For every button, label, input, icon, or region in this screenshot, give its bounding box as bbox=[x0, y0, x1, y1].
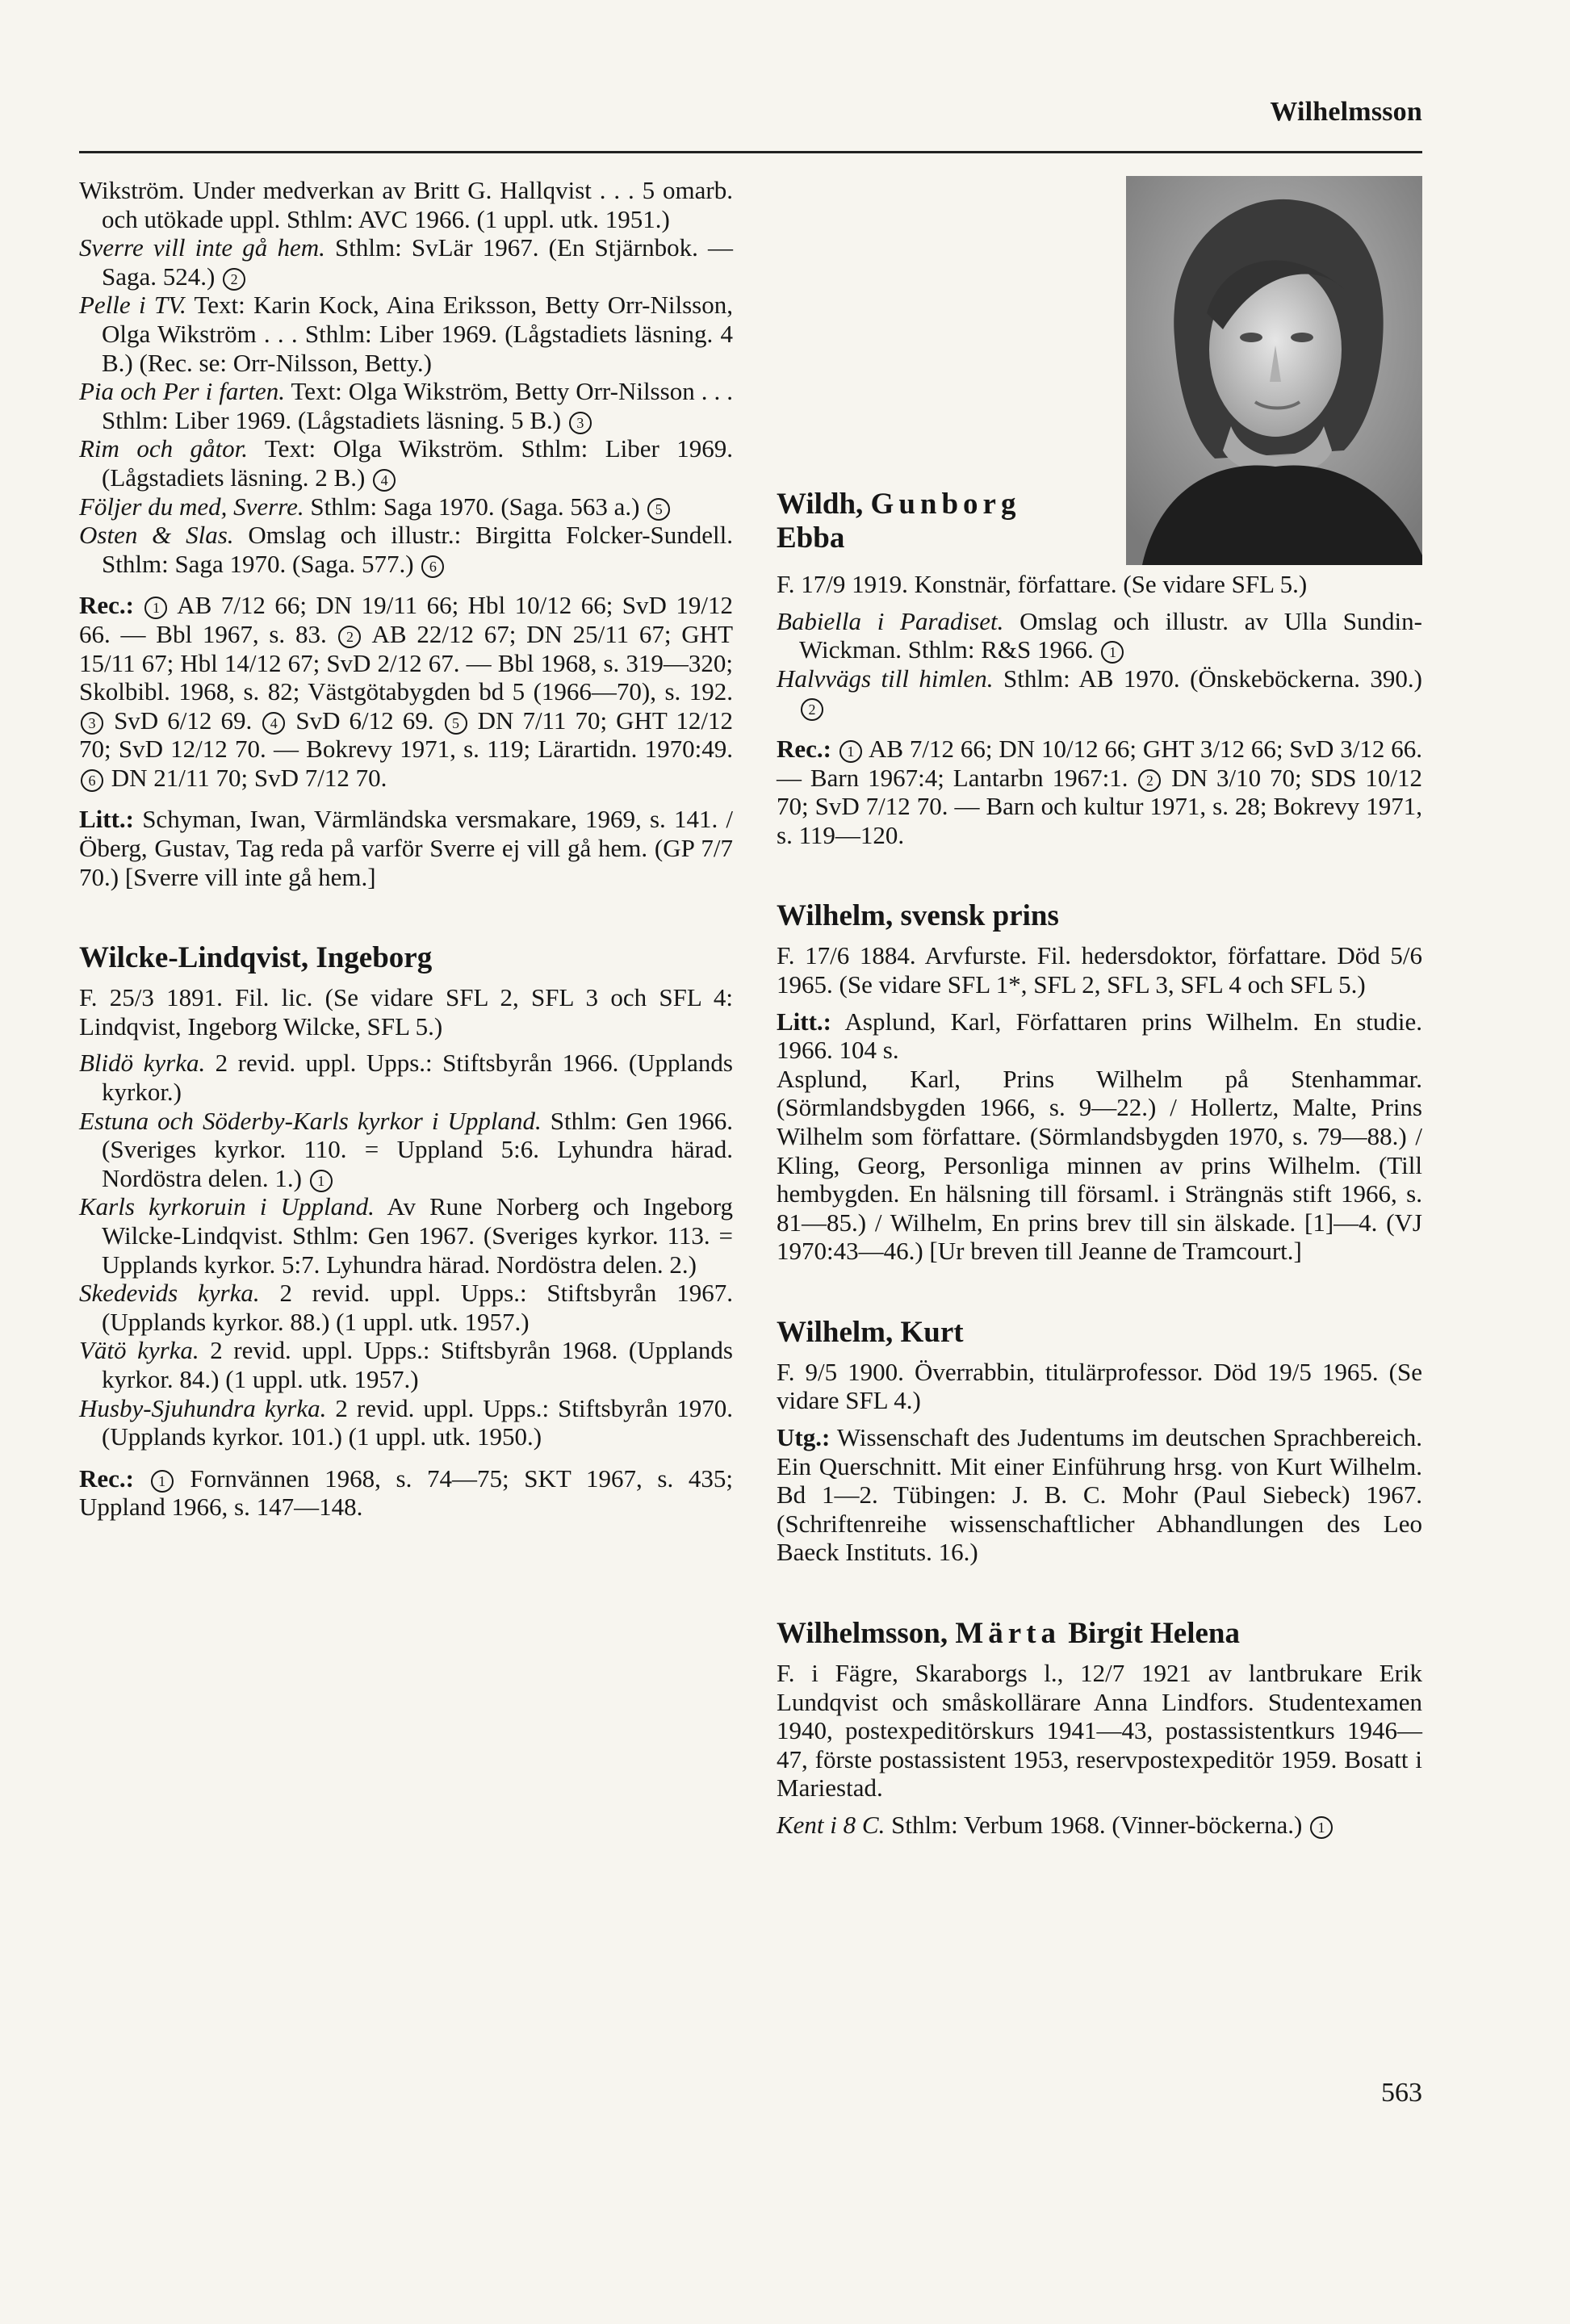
book-entry: Blidö kyrka. 2 revid. uppl. Upps.: Stiftsbyrån 1966. (Upplands kyrkor.) bbox=[79, 1049, 733, 1107]
book-entry: Karls kyrkoruin i Uppland. Av Rune Norberg och Ingeborg Wilcke-Lindqvist. Sthlm: Gen 1967. (Sveriges kyrkor. 113. = Upplands kyrkor. 5:7. Lyhundra härad. Nordöstra delen. 2.) bbox=[79, 1192, 733, 1279]
book-entry: Estuna och Söderby-Karls kyrkor i Uppland. Sthlm: Gen 1966. (Sveriges kyrkor. 110. = Uppland 5:6. Lyhundra härad. Nordöstra delen. 1.) 1 bbox=[79, 1106, 734, 1192]
book-entry: Pelle i TV. Text: Karin Kock, Aina Eriksson, Betty Orr-Nilsson, Olga Wikström . . . Sthlm: Liber 1969. (Lågstadiets läsning. 4 B.) (Rec. se: Orr-Nilsson, Betty.) bbox=[79, 291, 733, 377]
book-entry: Följer du med, Sverre. Sthlm: Saga 1970. (Saga. 563 a.) 5 bbox=[79, 492, 733, 521]
footnote-mark: 1 bbox=[1310, 1816, 1333, 1839]
book-entry: Skedevids kyrka. 2 revid. uppl. Upps.: Stiftsbyrån 1967. (Upplands kyrkor. 88.) (1 uppl. utk. 1957.) bbox=[79, 1279, 734, 1336]
left-column bbox=[79, 176, 733, 1522]
footnote-mark: 2 bbox=[223, 268, 245, 291]
running-head: Wilhelmsson bbox=[1270, 97, 1422, 127]
footnote-mark: 2 bbox=[801, 698, 823, 721]
book-entry: Osten & Slas. Omslag och illustr.: Birgitta Folcker-Sundell. Sthlm: Saga 1970. (Saga. 577.) 6 bbox=[79, 521, 733, 578]
footnote-mark: 4 bbox=[373, 469, 396, 492]
portrait-photo bbox=[1126, 176, 1422, 565]
footnote-mark: 3 bbox=[569, 412, 592, 434]
footnote-mark: 1 bbox=[310, 1170, 333, 1192]
bio: F. 9/5 1900. Överrabbin, titulärprofessor. Död 19/5 1965. (Se vidare SFL 4.) bbox=[777, 1357, 1422, 1415]
reviews: Rec.: 1 AB 7/12 66; DN 19/11 66; Hbl 10/12 66; SvD 19/12 66. — Bbl 1967, s. 83. 2 AB 22/12 67; DN 25/11 67; GHT 15/11 67; Hbl 14/12 67; SvD 2/12 67. — Bbl 1968, s. 319—320; Skolbibl. 1968, s. 82; Västgötabygden bd 5 (1966—70), s. 192. 3 SvD 6/12 69. 4 SvD 6/12 69. 5 DN 7/11 70; GHT 12/12 70; SvD 12/12 70. — Bokrevy 1971, s. 119; Lärartidn. 1970:49. 6 DN 21/11 70; SvD 7/12 70. bbox=[79, 591, 734, 792]
bio: F. 17/9 1919. Konstnär, författare. (Se vidare SFL 5.) bbox=[777, 570, 1308, 598]
book-entry: Vätö kyrka. 2 revid. uppl. Upps.: Stiftsbyrån 1968. (Upplands kyrkor. 84.) (1 uppl. utk. 1957.) bbox=[79, 1336, 734, 1393]
literature: Litt.: Schyman, Iwan, Värmländska versmakare, 1969, s. 141. / Öberg, Gustav, Tag reda på varför Sverre ej vill gå hem. (GP 7/7 70.) [Sverre vill inte gå hem.] bbox=[79, 805, 733, 891]
entry-heading-kurt: Wilhelm, Kurt bbox=[777, 1315, 964, 1349]
reviews: Rec.: 1 Fornvännen 1968, s. 74—75; SKT 1967, s. 435; Uppland 1966, s. 147—148. bbox=[79, 1463, 734, 1522]
edited-works: Utg.: Wissenschaft des Judentums im deutschen Sprachbereich. Ein Querschnitt. Mit einer Einführung hrsg. von Kurt Wilhelm. Bd 1—2. Tübingen: J. B. C. Mohr (Paul Siebeck) 1967. (Schriftenreihe wissenschaftlicher Abhandlungen des Leo Baeck Instituts. 16.) bbox=[777, 1423, 1422, 1567]
book-entry: Babiella i Paradiset. Omslag och illustr. av Ulla Sundin-Wickman. Sthlm: R&S 1966. 1 bbox=[777, 606, 1422, 664]
bio: F. i Fägre, Skaraborgs l., 12/7 1921 av lantbrukare Erik Lundqvist och småskollärare Anna Lindfors. Studentexamen 1940, postexpeditörskurs 1941—43, postassistentkurs 1946—47, förste postassistent 1953, reservpostexpeditör 1959. Bosatt i Mariestad. bbox=[777, 1659, 1422, 1803]
footnote-mark: 1 bbox=[1101, 641, 1124, 664]
entry-heading-wildh: Wildh, Gunborg Ebba bbox=[777, 488, 1021, 555]
entry-continuation: Wikström. Under medverkan av Britt G. Hallqvist . . . 5 omarb. och utökade uppl. Sthlm: AVC 1966. (1 uppl. utk. 1951.) bbox=[79, 176, 733, 233]
right-column bbox=[777, 570, 1422, 1840]
literature-continued: Asplund, Karl, Prins Wilhelm på Stenhammar. (Sörmlandsbygden 1966, s. 9—22.) / Hollertz, Malte, Prins Wilhelm som författare. (Sörmlandsbygden 1970, s. 79—88.) / Kling, Georg, Personliga minnen av prins Wilhelm. (Till hembygden. En hälsning till församl. i Strängnäs stift 1966, s. 81—85.) / Wilhelm, En prins brev till sin älskade. [1]—4. (VJ 1970:43—46.) [Ur breven till Jeanne de Tramcourt.] bbox=[777, 1064, 1422, 1266]
book-entry: Husby-Sjuhundra kyrka. 2 revid. uppl. Upps.: Stiftsbyrån 1970. (Upplands kyrkor. 101.) (1 uppl. utk. 1950.) bbox=[79, 1393, 733, 1451]
book-entry: Rim och gåtor. Text: Olga Wikström. Sthlm: Liber 1969. (Lågstadiets läsning. 2 B.) 4 bbox=[79, 434, 734, 492]
entry-heading-wilhelm: Wilhelm, svensk prins bbox=[777, 899, 1059, 933]
reviews: Rec.: 1 AB 7/12 66; DN 10/12 66; GHT 3/12 66; SvD 3/12 66. — Barn 1967:4; Lantarbn 1967:1. 2 DN 3/10 70; SDS 10/12 70; SvD 7/12 70. — Barn och kultur 1971, s. 28; Bokrevy 1971, s. 119—120. bbox=[777, 734, 1423, 849]
book-entry: Pia och Per i farten. Text: Olga Wikström, Betty Orr-Nilsson . . . Sthlm: Liber 1969. (Lågstadiets läsning. 5 B.) 3 bbox=[79, 377, 733, 434]
book-entry: Kent i 8 C. Sthlm: Verbum 1968. (Vinner-böckerna.) 1 bbox=[777, 1811, 1422, 1840]
page-number: 563 bbox=[1381, 2078, 1422, 2108]
footnote-mark: 6 bbox=[421, 555, 444, 578]
bio: F. 17/6 1884. Arvfurste. Fil. hedersdoktor, författare. Död 5/6 1965. (Se vidare SFL 1*, SFL 2, SFL 3, SFL 4 och SFL 5.) bbox=[777, 941, 1422, 999]
book-entry: Halvvägs till himlen. Sthlm: AB 1970. (Önskeböckerna. 390.) 2 bbox=[777, 664, 1422, 722]
footnote-mark: 5 bbox=[647, 498, 670, 521]
literature: Litt.: Asplund, Karl, Författaren prins Wilhelm. En studie. 1966. 104 s. bbox=[777, 1007, 1422, 1065]
entry-heading-wilcke: Wilcke-Lindqvist, Ingeborg bbox=[79, 941, 433, 975]
entry-heading-marta: Wilhelmsson, Märta Birgit Helena bbox=[777, 1617, 1241, 1651]
header-rule bbox=[79, 151, 1422, 153]
book-entry: Sverre vill inte gå hem. Sthlm: SvLär 1967. (En Stjärnbok. — Saga. 524.) 2 bbox=[79, 233, 734, 291]
bio: F. 25/3 1891. Fil. lic. (Se vidare SFL 2, SFL 3 och SFL 4: Lindqvist, Ingeborg Wilcke, SFL 5.) bbox=[79, 983, 733, 1041]
